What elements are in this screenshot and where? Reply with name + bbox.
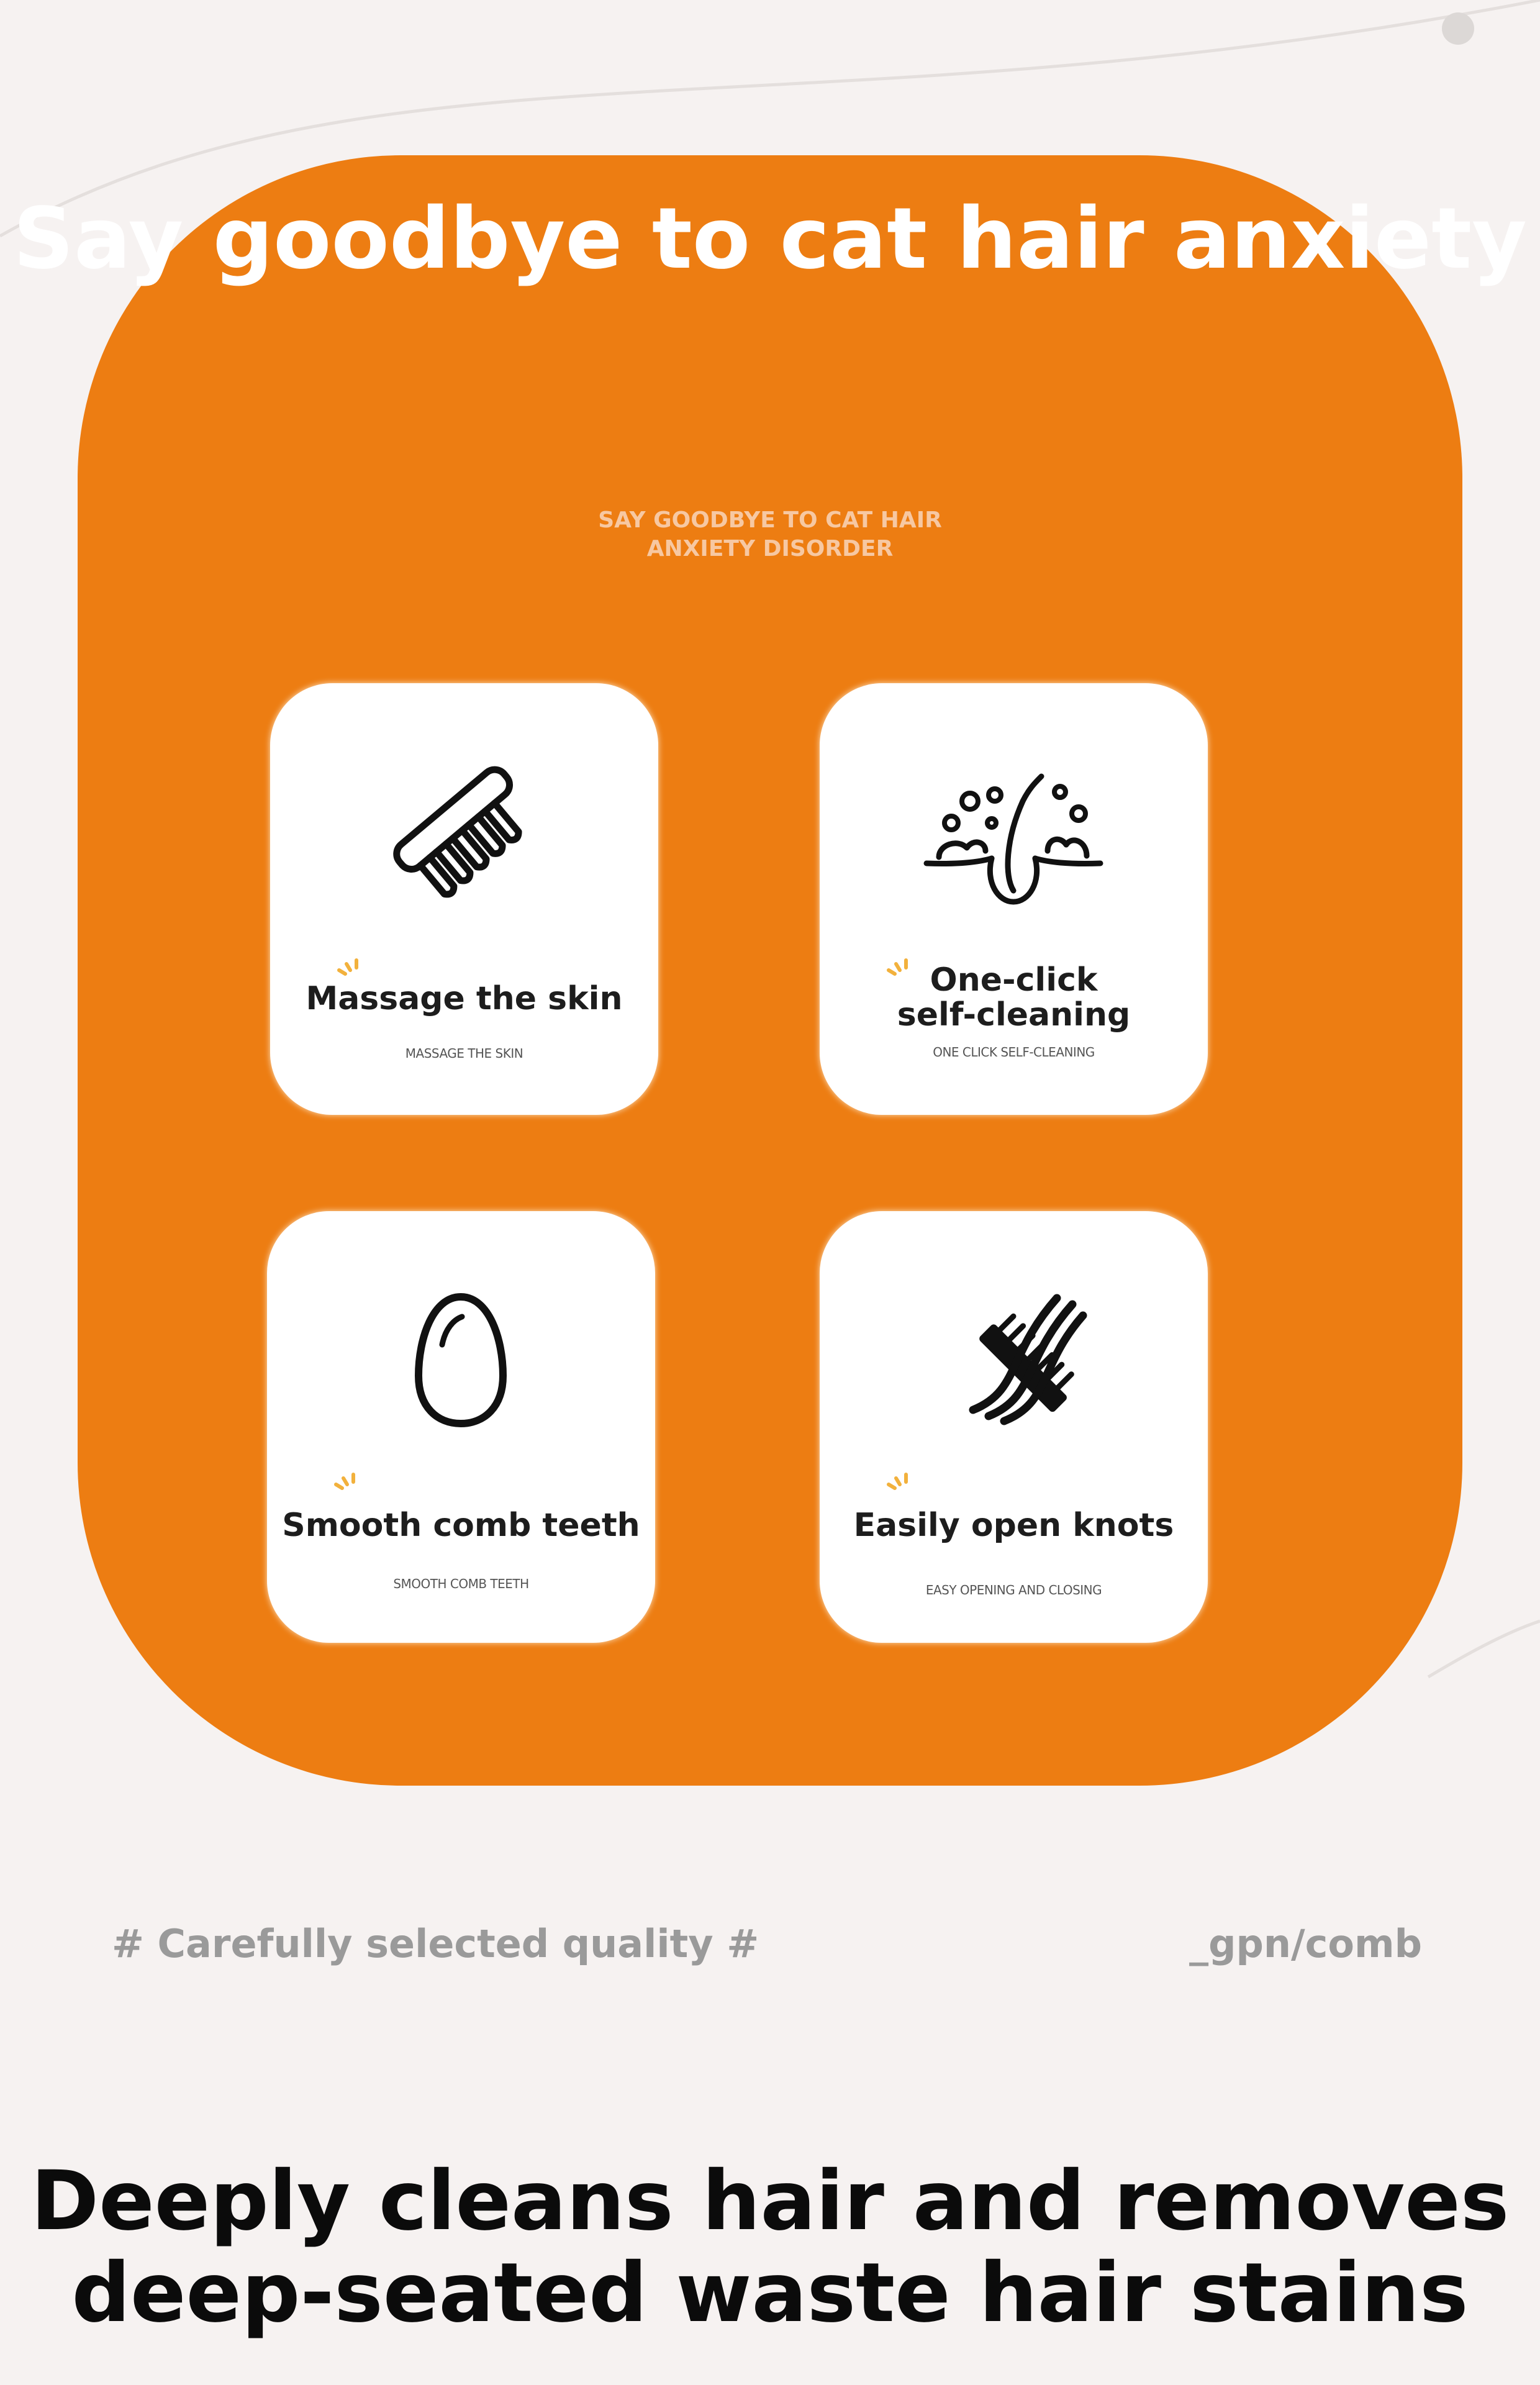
footer-headline-line-2: deep-seated waste hair stains [71, 2245, 1469, 2341]
feature-title-line-2: self-cleaning [897, 996, 1131, 1034]
egg-shape-icon [368, 1286, 554, 1435]
tagline-product-code: _gpn/comb [1189, 1921, 1422, 1966]
headline: Say goodbye to cat hair anxiety [13, 190, 1527, 288]
feature-caption: SMOOTH COMB TEETH [393, 1576, 529, 1591]
sparkle-icon [885, 1466, 916, 1497]
subheadline-line-1: SAY GOODBYE TO CAT HAIR [598, 507, 942, 533]
feature-title: Smooth comb teeth [282, 1507, 640, 1544]
comb-icon [371, 758, 557, 907]
feature-title: Easily open knots [853, 1507, 1174, 1544]
feature-card-self-cleaning [820, 683, 1208, 1115]
sparkle-icon [335, 952, 366, 983]
subheadline-line-2: ANXIETY DISORDER [646, 536, 894, 561]
sparkle-icon [332, 1466, 363, 1497]
feature-caption: ONE CLICK SELF-CLEANING [933, 1045, 1095, 1060]
feature-card-massage [270, 683, 658, 1115]
footer-headline [0, 2155, 1540, 2339]
footer-headline-line-1: Deeply cleans hair and removes [30, 2153, 1510, 2249]
feature-title: Massage the skin [306, 980, 623, 1017]
tagline-quality: # Carefully selected quality # [112, 1921, 759, 1966]
feature-caption: MASSAGE THE SKIN [405, 1046, 523, 1061]
subheadline [0, 506, 1540, 563]
comb-hair-strands-icon [920, 1286, 1107, 1435]
feature-title-line-1: One-click [930, 961, 1098, 999]
hair-follicle-icon [920, 758, 1107, 907]
feature-card-open-knots [820, 1211, 1208, 1643]
feature-card-smooth-teeth [267, 1211, 655, 1643]
feature-caption: EASY OPENING AND CLOSING [925, 1583, 1102, 1597]
feature-title [832, 963, 1195, 1032]
